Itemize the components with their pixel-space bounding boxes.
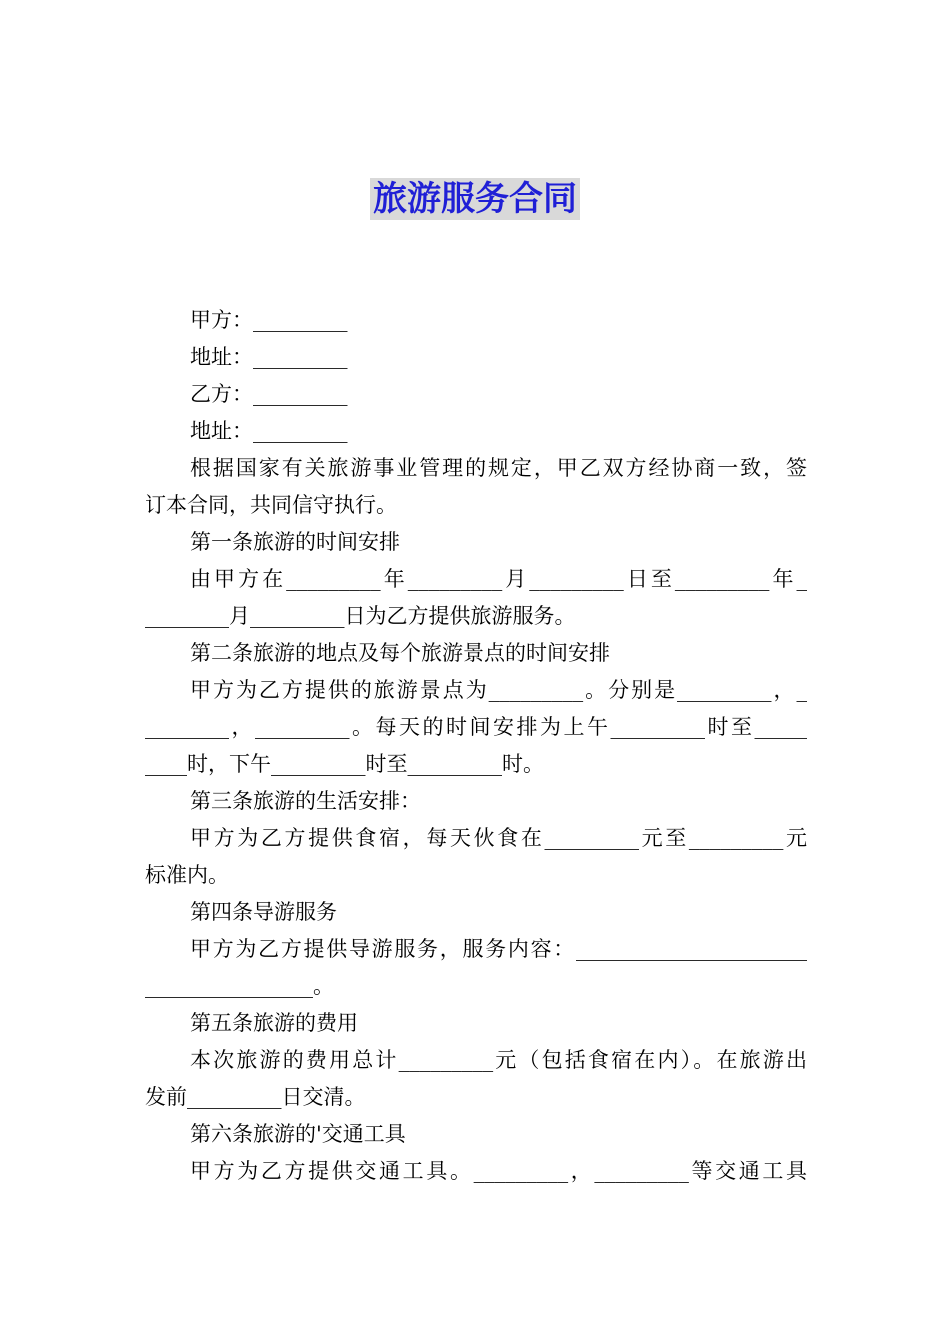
contract-line: ________________。	[145, 974, 334, 998]
contract-line: 甲方：_________	[190, 308, 348, 332]
contract-line: 根据国家有关旅游事业管理的规定，甲乙双方经协商一致，签	[190, 456, 807, 480]
contract-line: 地址：_________	[190, 419, 348, 443]
contract-line: 订本合同，共同信守执行。	[145, 493, 397, 517]
contract-line: 第六条旅游的'交通工具	[190, 1122, 406, 1146]
contract-line: 标准内。	[145, 863, 229, 887]
contract-line: 本次旅游的费用总计_________元（包括食宿在内）。在旅游出	[190, 1048, 807, 1072]
contract-line: 地址：_________	[190, 345, 348, 369]
contract-line: 第五条旅游的费用	[190, 1011, 358, 1035]
contract-line: 发前_________日交清。	[145, 1085, 366, 1109]
contract-line: ________，_________。每天的时间安排为上午_________时至_____	[145, 715, 807, 739]
contract-line: 第一条旅游的时间安排	[190, 530, 400, 554]
contract-line: 甲方为乙方提供食宿，每天伙食在_________元至_________元	[190, 826, 807, 850]
contract-line: 由甲方在_________年_________月_________日至_________年_	[190, 567, 807, 591]
title-container	[0, 178, 950, 220]
contract-line: 第四条导游服务	[190, 900, 337, 924]
contract-line: 第三条旅游的生活安排：	[190, 789, 421, 813]
contract-body	[145, 302, 807, 1190]
contract-line: 甲方为乙方提供交通工具。_________，_________等交通工具	[190, 1159, 807, 1183]
document-title: 旅游服务合同	[370, 178, 580, 220]
contract-line: 甲方为乙方提供的旅游景点为_________。分别是_________，_	[190, 678, 807, 702]
contract-line: 乙方：_________	[190, 382, 348, 406]
contract-line: ________月_________日为乙方提供旅游服务。	[145, 604, 576, 628]
contract-line: 第二条旅游的地点及每个旅游景点的时间安排	[190, 641, 610, 665]
contract-line: ____时，下午_________时至_________时。	[145, 752, 544, 776]
contract-line: 甲方为乙方提供导游服务，服务内容：______________________	[190, 937, 807, 961]
